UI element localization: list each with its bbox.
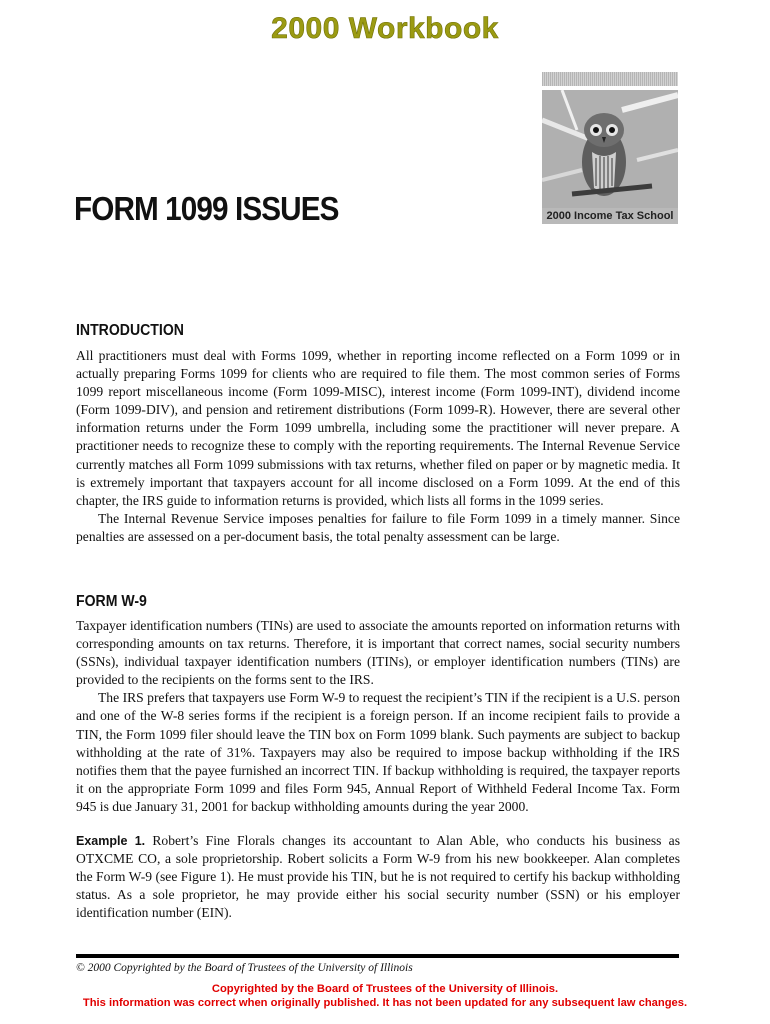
section-heading-introduction: INTRODUCTION xyxy=(76,322,184,339)
introduction-paragraph-2: The Internal Revenue Service imposes penalties for failure to file Form 1099 in a timely manner. Since penalties are assessed on a per-document basis, the total penalty assessment can be large. xyxy=(76,510,680,544)
footer-copyright: © 2000 Copyrighted by the Board of Trustees of the University of Illinois xyxy=(76,962,413,974)
introduction-paragraph-1: All practitioners must deal with Forms 1099, whether in reporting income reflected on a Form 1099 or in actually preparing Forms 1099 for clients who are required to file them. The most common series of Forms 1099 report miscellaneous income (Form 1099-MISC), interest income (Form 1099-INT), dividend income (Form 1099-DIV), and pension and retirement distributions (Form 1099-R). However, there are several other information returns under the Form 1099 umbrella, including some the practitioner will never prepare. A practitioner needs to recognize these to comply with the reporting requirements. The Internal Revenue Service currently matches all Form 1099 submissions with tax returns, whether filed on paper or by magnetic media. It is extremely important that taxpayers account for all income disclosed on a Form 1099. At the end of this chapter, the IRS guide to information returns is provided, which lists all forms in the 1099 series. xyxy=(76,348,680,508)
image-top-bar xyxy=(542,72,678,86)
owl-illustration xyxy=(542,90,678,208)
chapter-image-block xyxy=(542,72,678,224)
example-label: Example 1. xyxy=(76,834,146,848)
form-w9-paragraph-1: Taxpayer identification numbers (TINs) are used to associate the amounts reported on information returns with corresponding amounts on tax returns. Therefore, it is important that correct names, social security numbers (SSNs), individual taxpayer identification numbers (ITINs), or employer identification numbers (TINs) are provided to the recipients on the forms sent to the IRS. xyxy=(76,618,680,688)
example-text: Robert’s Fine Florals changes its accountant to Alan Able, who conducts his business as OTXCME CO, a sole proprietorship. Robert solicits a Form W-9 from his new bookkeeper. Alan completes the Form W-9 (see Figure 1). He must provide his TIN, but he is not required to certify his backup withholding status. As a sole proprietor, he may provide either his social security number (SSN) or his employer identification number (EIN). xyxy=(76,833,680,921)
footer-notice-line-2: This information was correct when originally published. It has not been updated for any subsequent law changes. xyxy=(82,997,688,1009)
example-1-block xyxy=(76,832,680,922)
workbook-title: 2000 Workbook xyxy=(271,12,499,45)
form-w9-body xyxy=(76,617,680,816)
footer-rule xyxy=(76,954,679,958)
document-title: FORM 1099 ISSUES xyxy=(74,190,339,227)
section-heading-form-w9: FORM W-9 xyxy=(76,593,147,610)
footer-notice-line-1: Copyrighted by the Board of Trustees of the University of Illinois. xyxy=(211,983,559,995)
owl-photo xyxy=(542,90,678,208)
image-caption: 2000 Income Tax School xyxy=(542,208,678,224)
introduction-body xyxy=(76,347,680,546)
form-w9-paragraph-2: The IRS prefers that taxpayers use Form W-9 to request the recipient’s TIN if the recipient is a U.S. person and one of the W-8 series forms if the recipient is a foreign person. If an income recipient fails to provide a TIN, the Form 1099 filer should leave the TIN box on Form 1099 blank. Such payments are subject to backup withholding at the rate of 31%. Taxpayers may also be required to impose backup withholding if the IRS notifies them that the payee furnished an incorrect TIN. If backup withholding is required, the taxpayer reports it on the appropriate Form 1099 and files Form 945, Annual Report of Withheld Federal Income Tax. Form 945 is due January 31, 2001 for backup withholding amounts during the year 2000. xyxy=(76,690,680,814)
